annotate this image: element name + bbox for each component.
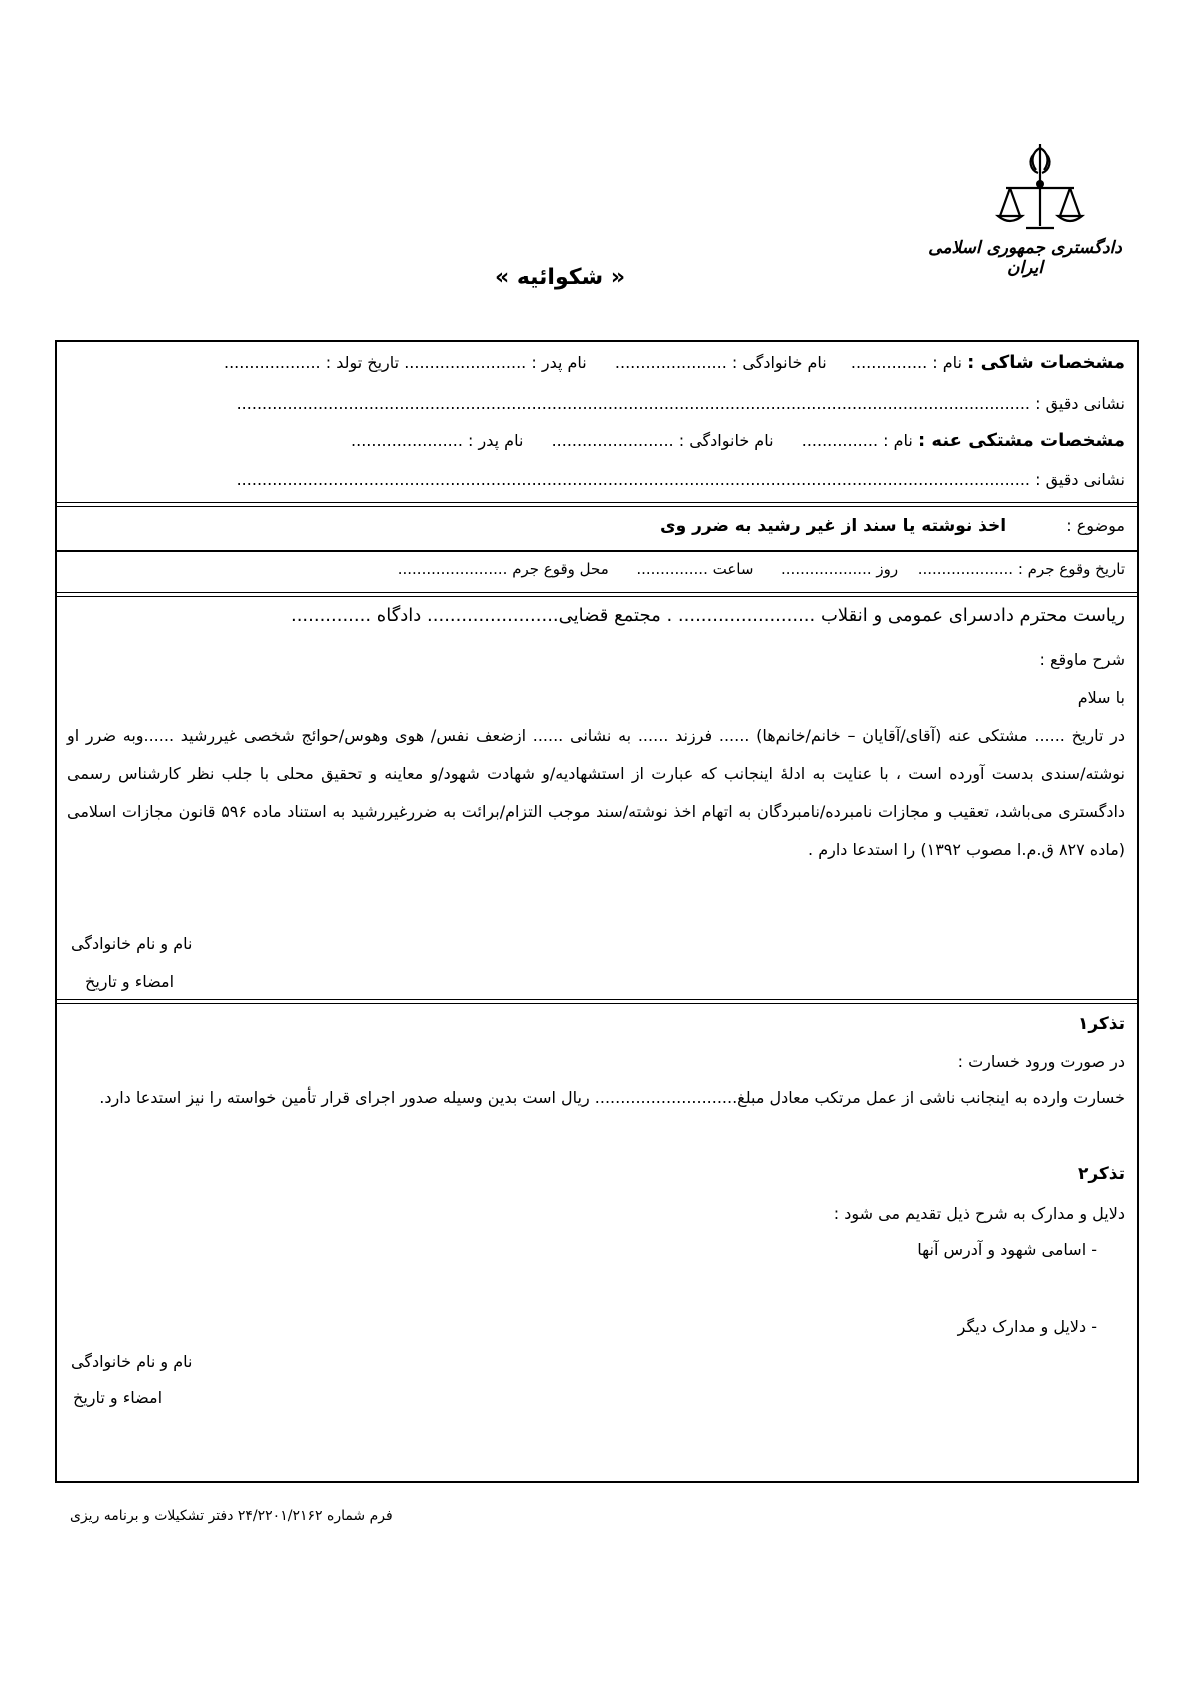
note2-item: - دلایل و مدارک دیگر	[957, 1317, 1097, 1336]
divider	[57, 592, 1137, 597]
divider	[57, 502, 1137, 507]
accused-father-label: نام پدر :	[468, 431, 524, 450]
accused-family-label: نام خانوادگی :	[678, 431, 774, 450]
signature-date-label-2: امضاء و تاریخ	[73, 1388, 163, 1407]
complainant-family-field[interactable]: ......................	[614, 353, 727, 372]
signature-name-label-2: نام و نام خانوادگی	[71, 1352, 193, 1371]
complaint-paragraph: در تاریخ ...... مشتکی عنه (آقای/آقایان – خانم/خانم‌ها) ...... فرزند ...... به نشانی ...... ازضعف نفس/ هوی وهوس/حوائج شخصی غیررشید ......وبه ضرر او نوشته/سندی بدست آورده است ، با عنایت به ادلهٔ اینجانب که عبارت از استشهادیه/و شهادت شهود/و معاینه و تحقیق محلی با جلب نظر کارشناس رسمی دادگستری می‌باشد، تعقیب و مجازات نامبرده/نامبردگان به اتهام اخذ نوشته/سند موجب التزام/برائت به ضررغیررشید به استناد ماده ۵۹۶ قانون مجازات اسلامی (ماده ۸۲۷ ق.م.ا مصوب ۱۳۹۲) را استدعا دارم .	[67, 726, 1126, 859]
note2-title: تذکر۲	[1077, 1164, 1125, 1184]
footer-form-number: فرم شماره ۲۴/۲۲۰۱/۲۱۶۲ دفتر تشکیلات و برنامه ریزی	[70, 1508, 393, 1524]
crime-day-label: روز	[876, 560, 899, 578]
subject-value: اخذ نوشته یا سند از غیر رشید به ضرر وی	[660, 516, 1007, 536]
divider	[57, 550, 1137, 552]
accused-name-label: نام :	[883, 431, 913, 450]
crime-time-field[interactable]: ...............	[636, 560, 708, 578]
crime-row	[67, 560, 1125, 578]
judiciary-name: دادگستری جمهوری اسلامی ایران	[928, 238, 1122, 278]
accused-row	[67, 430, 1125, 451]
complainant-name-label: نام :	[932, 353, 963, 372]
subject-row	[67, 516, 1125, 536]
court-address-line: ریاست محترم دادسرای عمومی و انقلاب ........................ . مجتمع قضایی....................... دادگاه ..............	[290, 605, 1125, 626]
form-title: « شکوائیه »	[494, 265, 626, 290]
note1-title: تذکر۱	[1077, 1014, 1125, 1034]
complainant-row	[67, 352, 1125, 373]
accused-family-field[interactable]: ........................	[551, 431, 674, 450]
subject-label: موضوع :	[1066, 516, 1125, 535]
divider	[57, 999, 1137, 1004]
description-label: شرح ماوقع :	[1039, 650, 1125, 669]
complainant-birth-field[interactable]: ...................	[223, 353, 321, 372]
signature-name-label: نام و نام خانوادگی	[71, 934, 193, 953]
crime-place-label: محل وقوع جرم	[512, 560, 609, 578]
complaint-form	[55, 340, 1139, 1483]
complainant-family-label: نام خانوادگی :	[731, 353, 827, 372]
crime-date-field[interactable]: ....................	[917, 560, 1014, 578]
signature-date-label: امضاء و تاریخ	[85, 972, 175, 991]
complainant-section-label: مشخصات شاکی :	[967, 352, 1125, 373]
complainant-father-label: نام پدر :	[531, 353, 587, 372]
note1-condition: در صورت ورود خسارت :	[957, 1052, 1125, 1071]
accused-name-field[interactable]: ...............	[801, 431, 879, 450]
greeting: با سلام	[1077, 688, 1125, 707]
note2-item: - اسامی شهود و آدرس آنها	[917, 1240, 1097, 1259]
crime-time-label: ساعت	[712, 560, 754, 578]
complainant-address-field[interactable]: ............................................................................................................................................................	[236, 394, 1030, 413]
complainant-birth-label: تاریخ تولد :	[325, 353, 400, 372]
complainant-address-row	[67, 394, 1125, 413]
crime-day-field[interactable]: ...................	[781, 560, 872, 578]
accused-address-field[interactable]: ............................................................................................................................................................	[236, 470, 1030, 489]
note1-text: خسارت وارده به اینجانب ناشی از عمل مرتکب معادل مبلغ............................ ریال است بدین وسیله صدور اجرای قرار تأمین خواسته را نیز استدعا دارد.	[99, 1088, 1125, 1107]
iran-emblem-scales-icon	[980, 140, 1100, 240]
crime-date-label: تاریخ وقوع جرم :	[1017, 560, 1125, 578]
note2-intro: دلایل و مدارک به شرح ذیل تقدیم می شود :	[833, 1204, 1125, 1223]
complainant-father-field[interactable]: ........................	[404, 353, 527, 372]
complainant-address-label: نشانی دقیق :	[1035, 394, 1125, 413]
accused-address-row	[67, 470, 1125, 489]
accused-section-label: مشخصات مشتکی عنه :	[917, 430, 1125, 451]
accused-father-field[interactable]: ......................	[351, 431, 463, 450]
crime-place-field[interactable]: .......................	[397, 560, 508, 578]
accused-address-label: نشانی دقیق :	[1035, 470, 1125, 489]
complainant-name-field[interactable]: ...............	[850, 353, 928, 372]
